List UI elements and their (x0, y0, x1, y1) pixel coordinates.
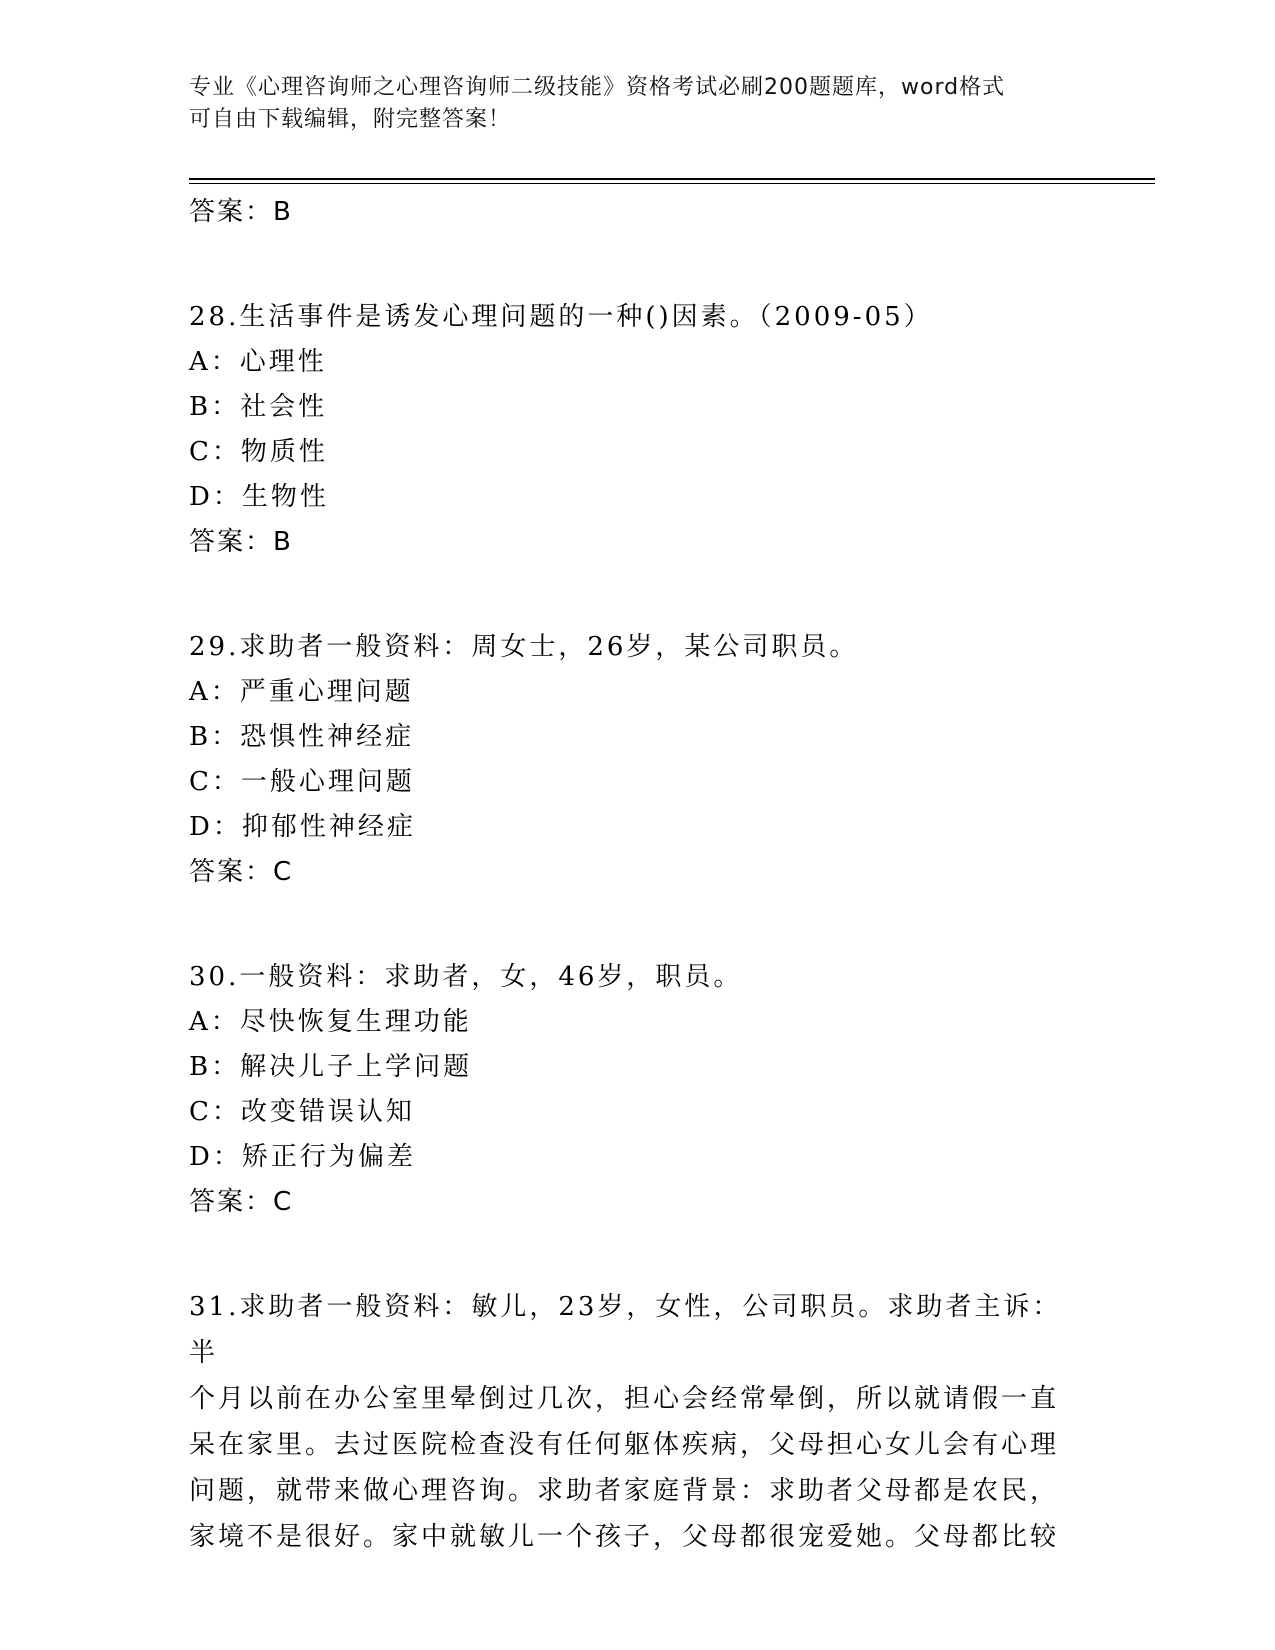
question-line: 个月以前在办公室里晕倒过几次，担心会经常晕倒，所以就请假一直 (189, 1384, 1060, 1414)
answer-line: 答案：C (189, 1187, 294, 1217)
answer-line: 答案：C (189, 857, 294, 887)
option-b: B：恐惧性神经症 (189, 722, 415, 752)
question-block-28 (189, 294, 1089, 564)
option-c: C：改变错误认知 (189, 1097, 415, 1127)
spacer (189, 1224, 1089, 1284)
question-line: 家境不是很好。家中就敏儿一个孩子，父母都很宠爱她。父母都比较 (189, 1522, 1060, 1552)
question-line: 31.求助者一般资料：敏儿，23岁，女性，公司职员。求助者主诉：半 (189, 1292, 1062, 1368)
option-d: D：矫正行为偏差 (189, 1142, 416, 1172)
header-line-2: 可自由下载编辑，附完整答案！ (189, 107, 512, 132)
question-line: 问题，就带来做心理咨询。求助者家庭背景：求助者父母都是农民， (189, 1476, 1060, 1506)
document-body (189, 190, 1089, 1560)
option-a: A：尽快恢复生理功能 (189, 1007, 472, 1037)
option-a: A：严重心理问题 (189, 677, 414, 707)
question-line: 呆在家里。去过医院检查没有任何躯体疾病，父母担心女儿会有心理 (189, 1430, 1060, 1460)
answer-line: 答案：B (189, 527, 293, 557)
header-line-1: 专业《心理咨询师之心理咨询师二级技能》资格考试必刷200题题库，word格式 (189, 75, 1006, 100)
option-c: C：一般心理问题 (189, 767, 415, 797)
spacer (189, 234, 1089, 294)
option-c: C：物质性 (189, 437, 328, 467)
question-text: 30.一般资料：求助者，女，46岁，职员。 (189, 962, 743, 992)
option-d: D：抑郁性神经症 (189, 812, 416, 842)
answer-line: 答案：B (189, 197, 293, 227)
question-block-31 (189, 1284, 1089, 1560)
question-text: 28.生活事件是诱发心理问题的一种()因素。（2009-05） (189, 302, 933, 332)
spacer (189, 564, 1089, 624)
option-b: B：解决儿子上学问题 (189, 1052, 473, 1082)
question-text: 29.求助者一般资料：周女士，26岁，某公司职员。 (189, 632, 859, 662)
option-a: A：心理性 (189, 347, 327, 377)
page-header (189, 72, 1089, 136)
question-block-30 (189, 954, 1089, 1224)
option-d: D：生物性 (189, 482, 329, 512)
header-rule-thin (189, 183, 1155, 184)
question-block-29 (189, 624, 1089, 894)
spacer (189, 894, 1089, 954)
header-rule (189, 178, 1155, 180)
option-b: B：社会性 (189, 392, 328, 422)
